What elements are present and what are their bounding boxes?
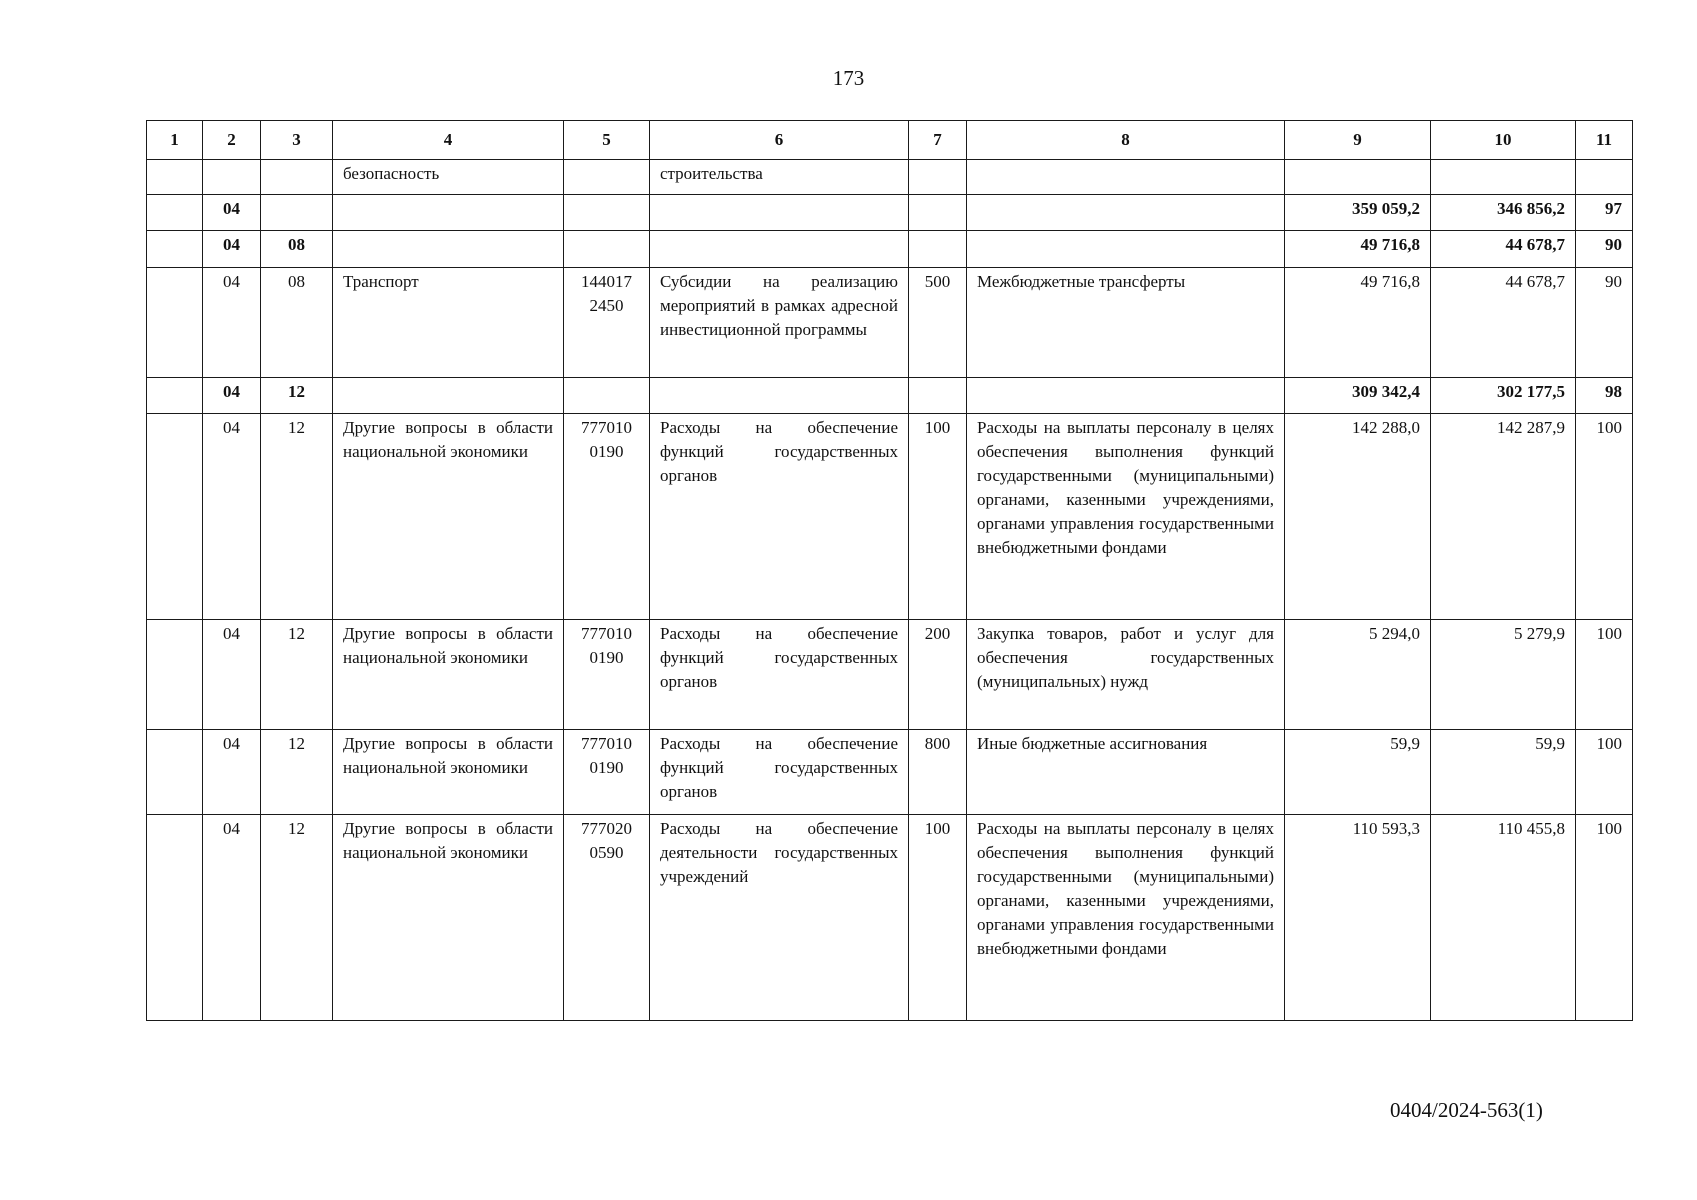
table-row <box>147 160 1633 195</box>
cell-expense-name: Расходы на выплаты персоналу в целях обеспечения выполнения функций государственными (муниципальными) органами, казенными учреждениями, органами управления государственными внебюджетными фондами <box>967 414 1285 620</box>
cell-percent: 100 <box>1576 414 1633 620</box>
header-col-10: 10 <box>1431 121 1576 160</box>
cell-target-code <box>564 231 650 268</box>
cell-subsection-name <box>333 231 564 268</box>
cell-expense-name <box>967 378 1285 414</box>
cell-section: 04 <box>203 815 261 1021</box>
cell-col-1 <box>147 815 203 1021</box>
cell-subsection: 12 <box>261 815 333 1021</box>
header-row <box>147 121 1633 160</box>
cell-planned: 49 716,8 <box>1285 268 1431 378</box>
cell-target-code <box>564 195 650 231</box>
cell-percent: 98 <box>1576 378 1633 414</box>
cell-expense-name: Закупка товаров, работ и услуг для обеспечения государственных (муниципальных) нужд <box>967 620 1285 730</box>
cell-planned: 110 593,3 <box>1285 815 1431 1021</box>
header-col-3: 3 <box>261 121 333 160</box>
cell-planned: 142 288,0 <box>1285 414 1431 620</box>
header-col-8: 8 <box>967 121 1285 160</box>
cell-col-1 <box>147 730 203 815</box>
budget-table <box>146 120 1633 1021</box>
table-row <box>147 815 1633 1021</box>
cell-target-name: Расходы на обеспечение функций государственных органов <box>650 620 909 730</box>
cell-col-1 <box>147 231 203 268</box>
cell-executed <box>1431 160 1576 195</box>
cell-target-code <box>564 160 650 195</box>
cell-expense-code: 200 <box>909 620 967 730</box>
cell-subsection-name <box>333 195 564 231</box>
table-row <box>147 414 1633 620</box>
cell-target-code: 144017 2450 <box>564 268 650 378</box>
cell-subsection: 12 <box>261 378 333 414</box>
cell-expense-name: Расходы на выплаты персоналу в целях обеспечения выполнения функций государственными (муниципальными) органами, казенными учреждениями, органами управления государственными внебюджетными фондами <box>967 815 1285 1021</box>
cell-expense-name: Иные бюджетные ассигнования <box>967 730 1285 815</box>
cell-target-name: Расходы на обеспечение функций государственных органов <box>650 730 909 815</box>
cell-subsection <box>261 195 333 231</box>
cell-executed: 5 279,9 <box>1431 620 1576 730</box>
cell-col-1 <box>147 268 203 378</box>
table-row <box>147 195 1633 231</box>
header-col-9: 9 <box>1285 121 1431 160</box>
cell-expense-name <box>967 160 1285 195</box>
cell-expense-name <box>967 231 1285 268</box>
cell-target-code: 777010 0190 <box>564 730 650 815</box>
cell-expense-code: 100 <box>909 815 967 1021</box>
cell-section: 04 <box>203 268 261 378</box>
cell-target-code: 777010 0190 <box>564 620 650 730</box>
cell-expense-code <box>909 160 967 195</box>
cell-section: 04 <box>203 231 261 268</box>
cell-expense-code <box>909 231 967 268</box>
cell-expense-code: 500 <box>909 268 967 378</box>
cell-planned: 5 294,0 <box>1285 620 1431 730</box>
cell-col-1 <box>147 160 203 195</box>
cell-percent: 100 <box>1576 730 1633 815</box>
cell-col-1 <box>147 620 203 730</box>
cell-percent: 90 <box>1576 268 1633 378</box>
cell-executed: 44 678,7 <box>1431 231 1576 268</box>
cell-col-1 <box>147 378 203 414</box>
cell-target-name: Расходы на обеспечение деятельности государственных учреждений <box>650 815 909 1021</box>
cell-subsection <box>261 160 333 195</box>
cell-target-code: 777010 0190 <box>564 414 650 620</box>
cell-section: 04 <box>203 730 261 815</box>
cell-percent <box>1576 160 1633 195</box>
header-col-2: 2 <box>203 121 261 160</box>
header-col-11: 11 <box>1576 121 1633 160</box>
cell-subsection-name: Другие вопросы в области национальной экономики <box>333 620 564 730</box>
cell-target-code: 777020 0590 <box>564 815 650 1021</box>
cell-expense-code: 100 <box>909 414 967 620</box>
header-col-1: 1 <box>147 121 203 160</box>
cell-expense-name <box>967 195 1285 231</box>
header-col-7: 7 <box>909 121 967 160</box>
table-row <box>147 378 1633 414</box>
header-col-4: 4 <box>333 121 564 160</box>
cell-expense-code <box>909 378 967 414</box>
cell-section: 04 <box>203 378 261 414</box>
cell-expense-code <box>909 195 967 231</box>
cell-subsection-name: Другие вопросы в области национальной экономики <box>333 414 564 620</box>
cell-subsection: 12 <box>261 414 333 620</box>
cell-subsection: 12 <box>261 730 333 815</box>
table-row <box>147 620 1633 730</box>
cell-target-name <box>650 378 909 414</box>
cell-subsection-name: Другие вопросы в области национальной экономики <box>333 730 564 815</box>
cell-planned: 309 342,4 <box>1285 378 1431 414</box>
cell-section <box>203 160 261 195</box>
cell-executed: 44 678,7 <box>1431 268 1576 378</box>
cell-subsection-name: безопасность <box>333 160 564 195</box>
cell-executed: 142 287,9 <box>1431 414 1576 620</box>
cell-executed: 346 856,2 <box>1431 195 1576 231</box>
cell-planned: 359 059,2 <box>1285 195 1431 231</box>
cell-percent: 100 <box>1576 620 1633 730</box>
header-col-6: 6 <box>650 121 909 160</box>
cell-section: 04 <box>203 195 261 231</box>
table-row <box>147 268 1633 378</box>
cell-subsection-name: Другие вопросы в области национальной экономики <box>333 815 564 1021</box>
cell-percent: 97 <box>1576 195 1633 231</box>
cell-subsection-name <box>333 378 564 414</box>
page-number: 173 <box>832 66 865 90</box>
header-col-5: 5 <box>564 121 650 160</box>
cell-executed: 59,9 <box>1431 730 1576 815</box>
cell-planned <box>1285 160 1431 195</box>
cell-target-code <box>564 378 650 414</box>
cell-col-1 <box>147 414 203 620</box>
cell-target-name <box>650 231 909 268</box>
cell-target-name <box>650 195 909 231</box>
cell-section: 04 <box>203 620 261 730</box>
table-row <box>147 231 1633 268</box>
cell-subsection: 08 <box>261 231 333 268</box>
cell-section: 04 <box>203 414 261 620</box>
cell-expense-code: 800 <box>909 730 967 815</box>
cell-executed: 110 455,8 <box>1431 815 1576 1021</box>
cell-target-name: Расходы на обеспечение функций государственных органов <box>650 414 909 620</box>
cell-percent: 100 <box>1576 815 1633 1021</box>
cell-percent: 90 <box>1576 231 1633 268</box>
cell-executed: 302 177,5 <box>1431 378 1576 414</box>
cell-expense-name: Межбюджетные трансферты <box>967 268 1285 378</box>
cell-col-1 <box>147 195 203 231</box>
table-row <box>147 730 1633 815</box>
cell-subsection: 08 <box>261 268 333 378</box>
cell-target-name: строительства <box>650 160 909 195</box>
cell-subsection: 12 <box>261 620 333 730</box>
cell-target-name: Субсидии на реализацию мероприятий в рамках адресной инвестиционной программы <box>650 268 909 378</box>
cell-planned: 49 716,8 <box>1285 231 1431 268</box>
cell-planned: 59,9 <box>1285 730 1431 815</box>
document-id: 0404/2024-563(1) <box>1390 1098 1543 1122</box>
cell-subsection-name: Транспорт <box>333 268 564 378</box>
